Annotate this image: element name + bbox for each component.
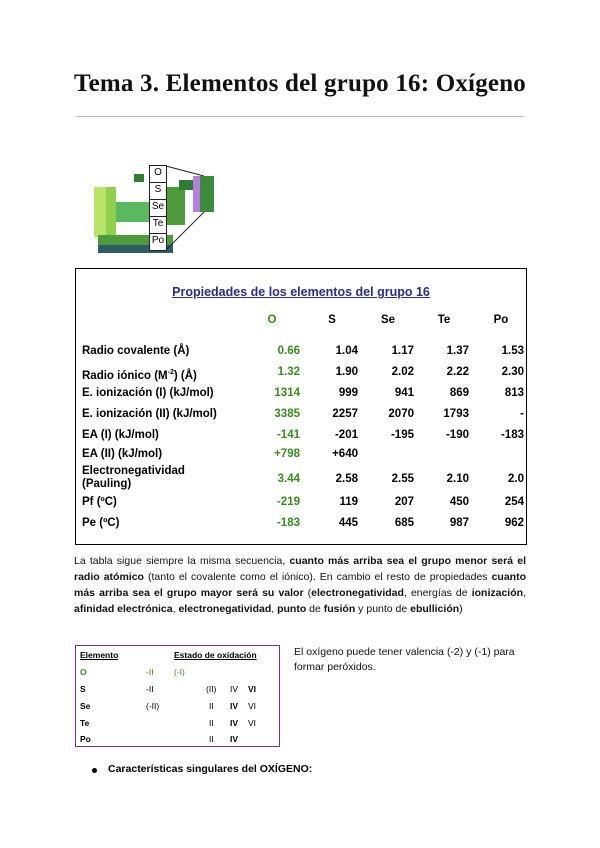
row-label-part: Radio iónico (M (82, 369, 168, 382)
text-run: (tanto el covalente como el iónico). En cambio el resto de propiedades (143, 571, 492, 583)
element-s: S (80, 684, 86, 694)
column-header-te: Te (437, 314, 451, 326)
zoom-lines (94, 162, 224, 262)
state-value: IV (230, 701, 239, 711)
cell-value: +640 (332, 448, 358, 460)
bold-run: ebullición (410, 603, 460, 615)
element-se: Se (80, 701, 91, 711)
row-label-line: (Pauling) (82, 478, 132, 490)
bold-run: cuanto más arriba sea el grupo mayor será su valor (74, 571, 526, 599)
text-run: ( (303, 587, 312, 599)
table-row (76, 345, 526, 365)
bullet-text: Características singulares del OXÍGENO: (108, 763, 313, 775)
cell-value: 685 (394, 517, 414, 529)
element-symbol-se: Se (151, 201, 165, 212)
explanation-paragraph (74, 553, 526, 617)
cell-value: 445 (338, 517, 358, 529)
row-label: EA (II) (kJ/mol) (82, 448, 163, 460)
cell-value: -190 (445, 429, 469, 441)
row-label: Pe (ºC) (82, 517, 120, 529)
state-value: IV (230, 718, 239, 728)
header-element: Elemento (80, 650, 119, 660)
title-divider (76, 116, 524, 117)
cell-value: -201 (334, 429, 358, 441)
bold-run: cuanto más arriba sea el grupo menor será el radio atómico (74, 555, 526, 583)
row-label-line: Electronegatividad (82, 465, 185, 477)
side-note: El oxígeno puede tener valencia (-2) y (-1) para formar peróxidos. (294, 646, 515, 673)
table-row (76, 366, 526, 386)
element-symbol-te: Te (152, 218, 164, 229)
cell-value: 987 (449, 517, 469, 529)
element-o: O (80, 667, 87, 677)
cell-value: -219 (276, 496, 300, 508)
cell-value: 1.90 (335, 366, 358, 378)
element-te: Te (80, 718, 90, 728)
text-run: , (523, 587, 526, 599)
cell-value: 2.22 (446, 366, 469, 378)
state-value: II (209, 734, 214, 744)
text-run: La tabla sigue siempre la misma secuencia, (74, 555, 290, 567)
element-po: Po (80, 734, 91, 744)
cell-value: 1.53 (501, 345, 524, 357)
row-label-part: ) (Å) (173, 369, 197, 382)
row-label: EA (I) (kJ/mol) (82, 429, 159, 441)
cell-value: -195 (390, 429, 414, 441)
oxidation-states-table (75, 645, 280, 747)
column-header-s: S (328, 314, 336, 326)
cell-value: 869 (449, 387, 469, 399)
cell-value: 2.10 (446, 473, 469, 485)
element-symbol-po: Po (151, 235, 165, 246)
row-label (82, 465, 185, 491)
state-value: IV (230, 684, 239, 694)
column-header-po: Po (493, 314, 509, 326)
row-label-sup: -2 (167, 369, 174, 376)
text-run: , (172, 603, 179, 615)
cell-value: 1.04 (335, 345, 358, 357)
cell-value: 2.58 (335, 473, 358, 485)
page-title: Tema 3. Elementos del grupo 16: Oxígeno (73, 70, 526, 97)
table-title: Propiedades de los elementos del grupo 16 (172, 285, 430, 299)
cell-value: 1.17 (391, 345, 414, 357)
state-value: -II (146, 667, 154, 677)
cell-value: 999 (338, 387, 358, 399)
cell-value: 2.30 (501, 366, 524, 378)
cell-value: -183 (500, 429, 524, 441)
column-header-se: Se (380, 314, 396, 326)
row-label: E. ionización (I) (kJ/mol) (82, 387, 214, 399)
bold-run: afinidad electrónica (74, 603, 173, 615)
cell-value: 450 (449, 496, 469, 508)
cell-value: -183 (276, 517, 300, 529)
cell-value: 207 (394, 496, 414, 508)
row-label: Pf (ºC) (82, 496, 117, 508)
state-value: IV (230, 734, 239, 744)
bullet-icon (92, 768, 97, 773)
row-label: Radio covalente (Å) (82, 345, 190, 357)
state-value: -II (146, 684, 154, 694)
bold-run: fusión (323, 603, 356, 615)
state-value: (-II) (146, 701, 160, 711)
cell-value: 2257 (332, 408, 358, 420)
bold-run: ionización (471, 587, 524, 599)
properties-table (75, 268, 527, 545)
column-header-o: O (267, 314, 277, 326)
text-run: de (306, 603, 324, 615)
cell-value: 2.02 (391, 366, 414, 378)
element-symbol-o: O (154, 167, 162, 178)
cell-value: 3385 (274, 408, 300, 420)
state-value: II (209, 701, 214, 711)
state-value: VI (248, 701, 257, 711)
state-value: VI (248, 684, 257, 694)
periodic-table-graphic (94, 162, 204, 254)
text-run: ) (459, 603, 463, 615)
cell-value: +798 (274, 448, 300, 460)
cell-value: 1793 (443, 408, 469, 420)
cell-value: 1314 (274, 387, 300, 399)
table-row (76, 465, 526, 493)
text-run: , (271, 603, 278, 615)
cell-value: 2.0 (508, 473, 524, 485)
bold-run: electronegatividad (178, 603, 272, 615)
bold-run: electronegatividad (311, 587, 404, 599)
cell-value: 1.37 (446, 345, 469, 357)
text-run: , energías de (403, 587, 472, 599)
table-row (76, 408, 526, 428)
table-row (76, 429, 526, 449)
table-row (76, 387, 526, 407)
cell-value: 254 (504, 496, 524, 508)
cell-value: 3.44 (277, 473, 300, 485)
cell-value: - (520, 408, 524, 420)
element-symbol-s: S (154, 184, 162, 195)
cell-value: 119 (339, 496, 358, 508)
text-run: y punto de (355, 603, 411, 615)
cell-value: 941 (394, 387, 414, 399)
cell-value: 2.55 (391, 473, 414, 485)
cell-value: 962 (504, 517, 524, 529)
state-value: II (209, 718, 214, 728)
cell-value: 0.66 (277, 345, 300, 357)
table-row (76, 517, 526, 537)
state-value: VI (248, 718, 257, 728)
cell-value: 813 (504, 387, 524, 399)
bold-run: punto (277, 603, 307, 615)
row-label: E. ionización (II) (kJ/mol) (82, 408, 217, 420)
cell-value: -141 (276, 429, 300, 441)
state-value: (II) (206, 684, 217, 694)
header-state: Estado de oxidación (174, 650, 257, 660)
cell-value: 2070 (388, 408, 414, 420)
state-value: (-I) (174, 667, 185, 677)
row-label (82, 366, 197, 383)
cell-value: 1.32 (277, 366, 300, 378)
table-row (76, 496, 526, 516)
